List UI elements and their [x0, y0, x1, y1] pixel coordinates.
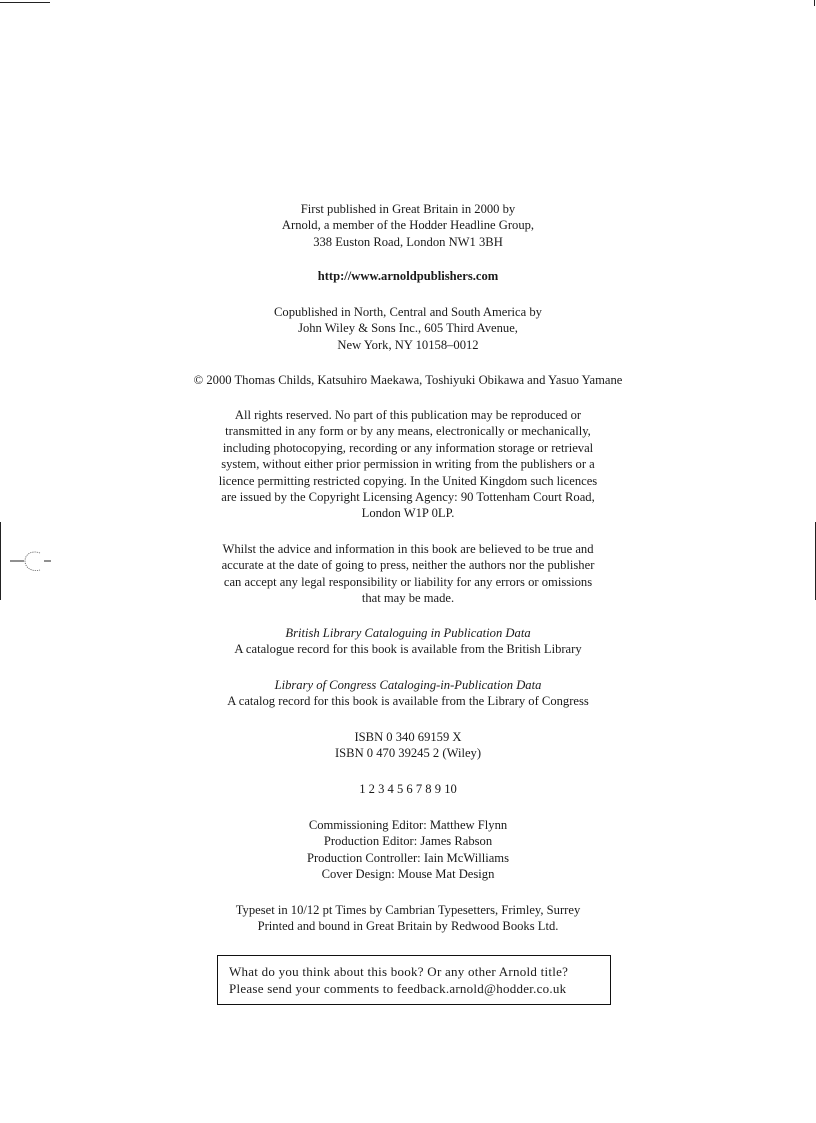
rights-line: licence permitting restricted copying. In the United Kingdom such licences	[218, 473, 598, 488]
credit-line: Commissioning Editor: Matthew Flynn	[308, 818, 508, 832]
printing-line: 1 2 3 4 5 6 7 8 9 10	[359, 782, 457, 796]
disclaimer-line: can accept any legal responsibility or liability for any errors or omissions	[223, 574, 593, 589]
british-library-heading: British Library Cataloguing in Publication Data	[285, 626, 531, 640]
typeset-line: Printed and bound in Great Britain by Redwood Books Ltd.	[257, 919, 559, 934]
library-of-congress-heading: Library of Congress Cataloging-in-Publication Data	[274, 678, 542, 692]
copublisher-line: John Wiley & Sons Inc., 605 Third Avenue,	[298, 321, 518, 336]
rights-line: All rights reserved. No part of this publication may be reproduced or	[234, 408, 582, 422]
credit-line: Cover Design: Mouse Mat Design	[321, 867, 495, 882]
publisher-info	[0, 201, 816, 250]
feedback-box	[217, 955, 611, 1005]
rights-line: including photocopying, recording or any information storage or retrieval	[222, 440, 594, 455]
isbn-info	[0, 729, 816, 762]
copublisher-line: Copublished in North, Central and South America by	[274, 305, 542, 319]
disclaimer-line: Whilst the advice and information in this book are believed to be true and	[222, 542, 594, 556]
copublisher-info	[0, 304, 816, 353]
publisher-line: First published in Great Britain in 2000 by	[300, 202, 516, 216]
isbn-line: ISBN 0 340 69159 X	[354, 730, 462, 744]
disclaimer-line: accurate at the date of going to press, neither the authors nor the publisher	[221, 558, 595, 573]
copublisher-line: New York, NY 10158–0012	[337, 337, 479, 352]
rights-line: London W1P 0LP.	[361, 506, 455, 521]
british-library-record	[0, 625, 816, 658]
disclaimer	[0, 541, 816, 607]
rights-line: system, without either prior permission in writing from the publishers or a	[221, 457, 595, 472]
isbn-line: ISBN 0 470 39245 2 (Wiley)	[334, 746, 482, 761]
rights-line: are issued by the Copyright Licensing Agency: 90 Tottenham Court Road,	[221, 490, 595, 505]
british-library-text: A catalogue record for this book is available from the British Library	[234, 642, 582, 657]
disclaimer-line: that may be made.	[361, 591, 455, 606]
typeset-info	[0, 902, 816, 935]
rights-statement	[0, 407, 816, 522]
copyright-notice: © 2000 Thomas Childs, Katsuhiro Maekawa, Toshiyuki Obikawa and Yasuo Yamane	[193, 373, 623, 387]
credits	[0, 817, 816, 883]
credit-line: Production Editor: James Rabson	[323, 834, 493, 849]
publisher-line: Arnold, a member of the Hodder Headline Group,	[281, 218, 535, 233]
feedback-line: Please send your comments to feedback.arnold@hodder.co.uk	[229, 981, 567, 996]
crop-mark-top-right	[814, 0, 815, 6]
credit-line: Production Controller: Iain McWilliams	[306, 850, 509, 865]
library-of-congress-text: A catalog record for this book is available from the Library of Congress	[227, 694, 589, 709]
library-of-congress-record	[0, 677, 816, 710]
publisher-line: 338 Euston Road, London NW1 3BH	[313, 234, 503, 249]
feedback-line: What do you think about this book? Or any other Arnold title?	[229, 964, 569, 979]
typeset-line: Typeset in 10/12 pt Times by Cambrian Typesetters, Frimley, Surrey	[235, 903, 581, 917]
crop-mark-top-left	[0, 2, 50, 3]
publisher-url: http://www.arnoldpublishers.com	[317, 269, 499, 283]
rights-line: transmitted in any form or by any means, electronically or mechanically,	[225, 424, 591, 439]
